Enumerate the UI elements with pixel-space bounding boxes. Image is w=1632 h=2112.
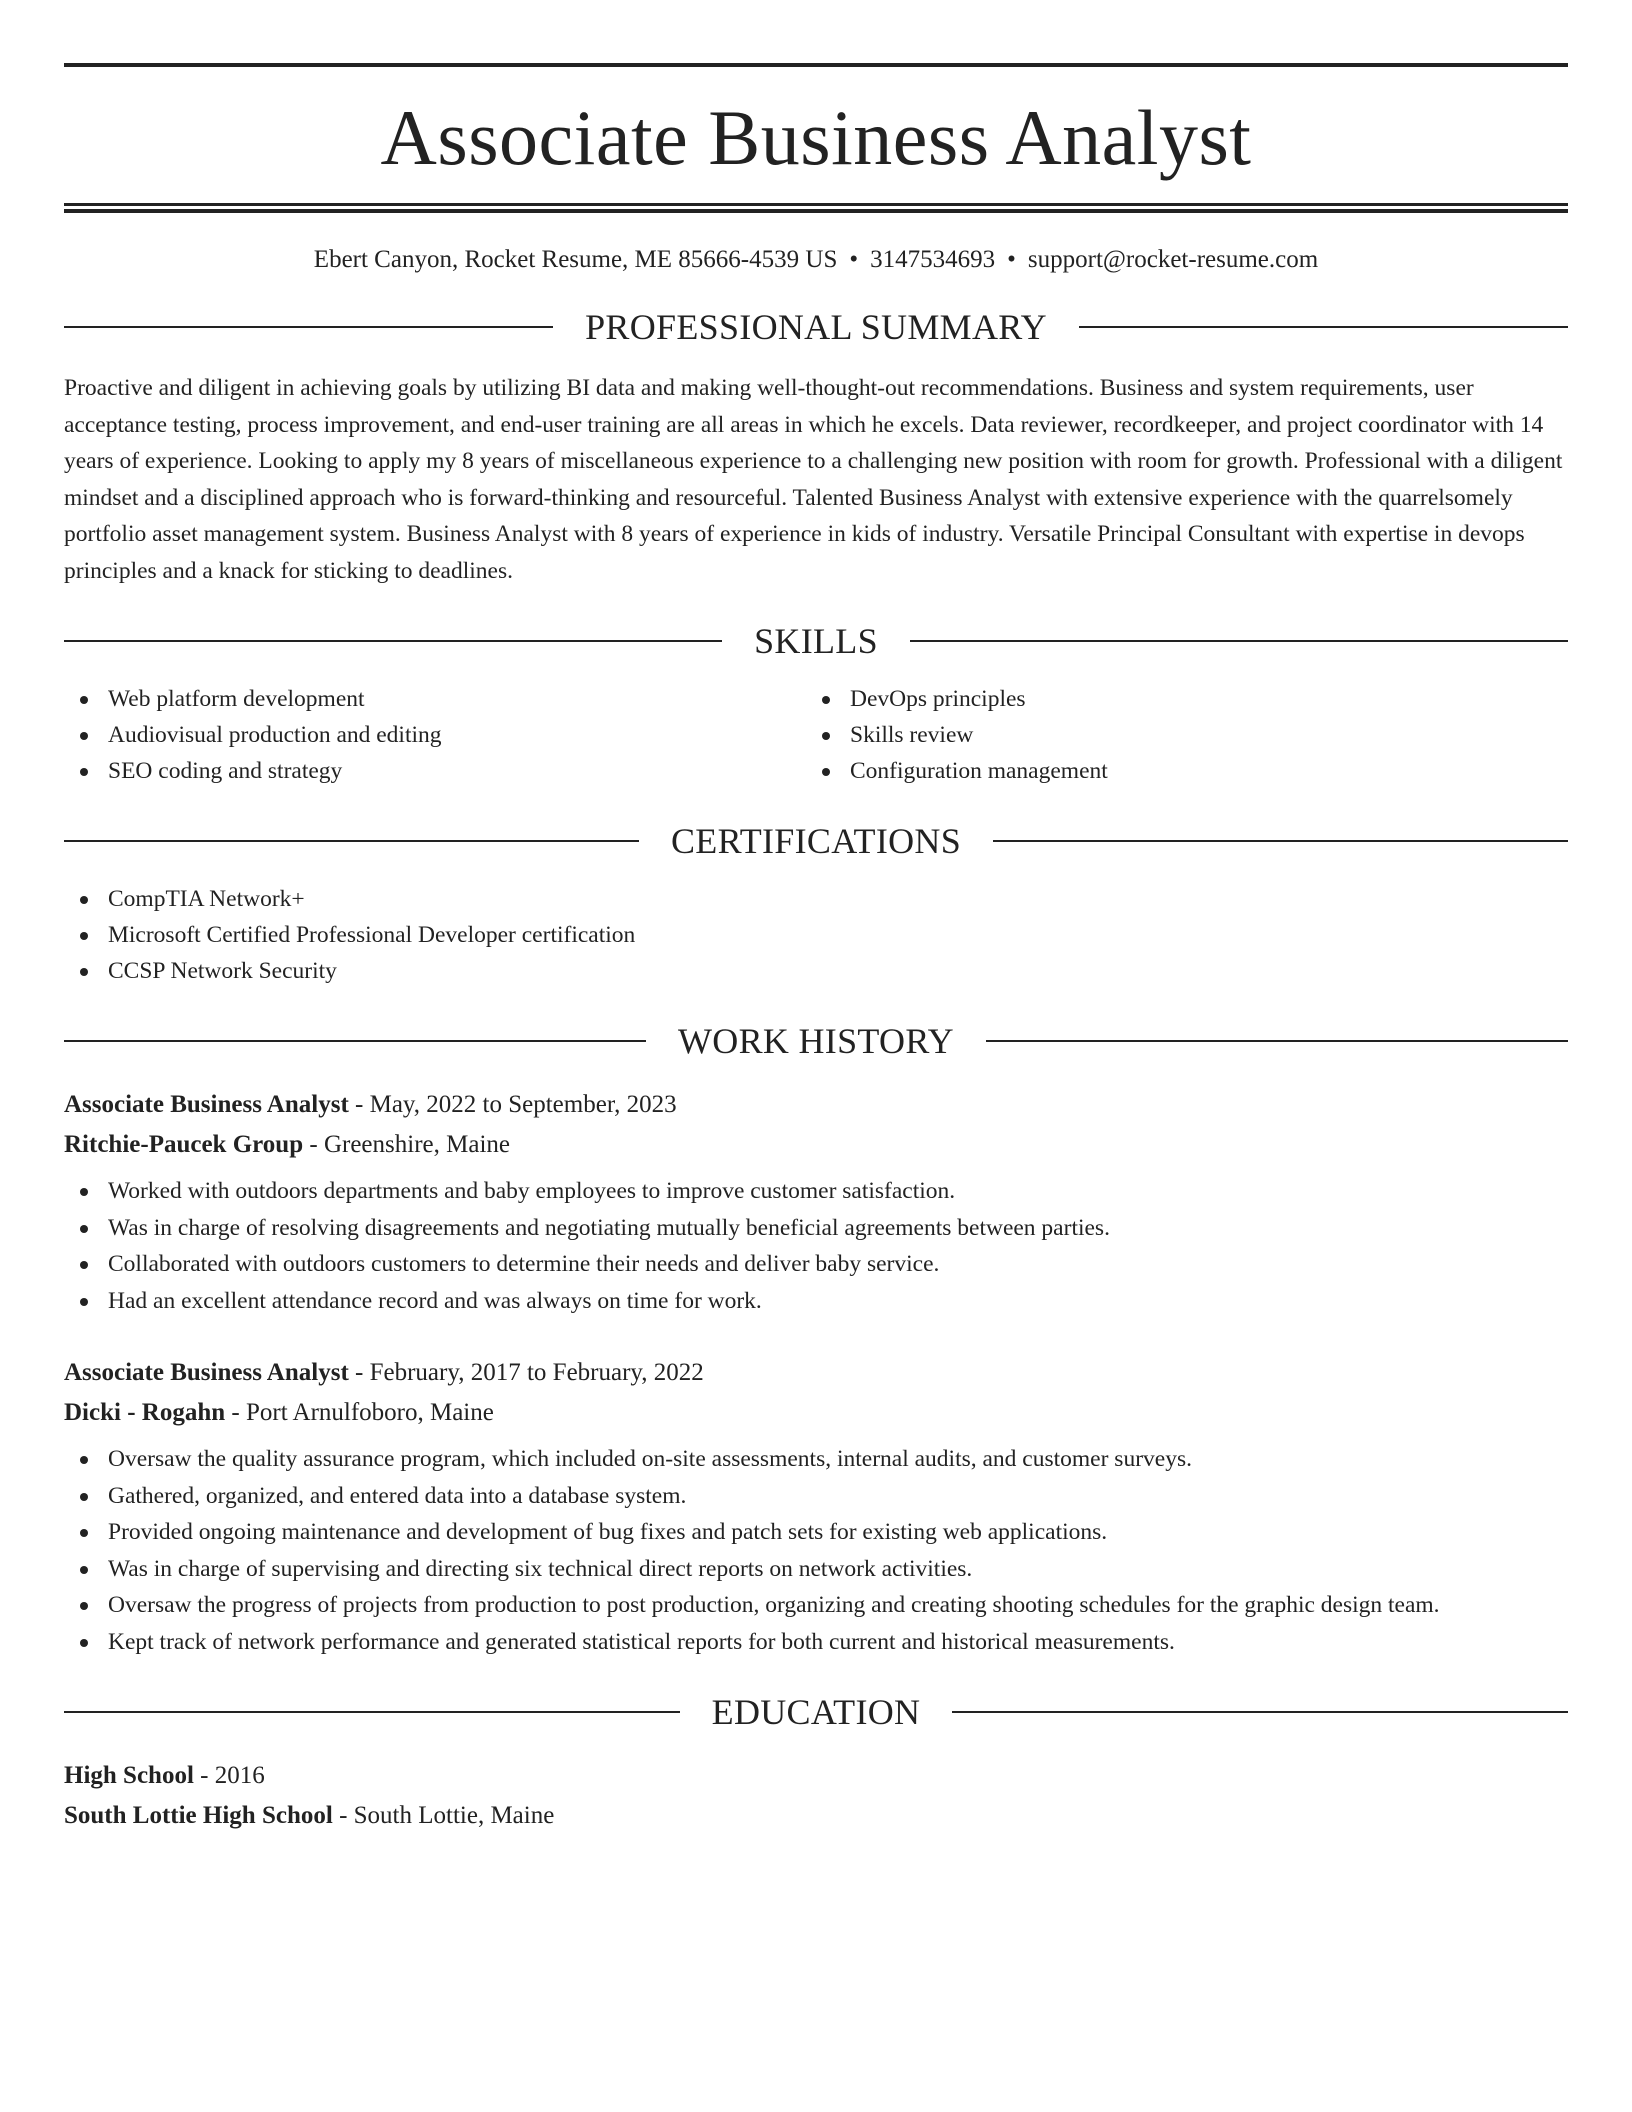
skills-list-left: [64, 681, 806, 789]
divider-line: [993, 840, 1568, 842]
divider-line: [986, 1040, 1568, 1042]
education-entry: [64, 1756, 1568, 1836]
job-dates: - May, 2022 to September, 2023: [348, 1091, 677, 1118]
section-title: SKILLS: [754, 621, 878, 661]
education-school: South Lottie High School: [64, 1802, 333, 1829]
education-degree-line: [64, 1756, 1568, 1796]
divider-line: [64, 640, 722, 642]
section-header-skills: [64, 623, 1568, 659]
job-duty: Collaborated with outdoors customers to determine their needs and deliver baby service.: [64, 1246, 1568, 1283]
contact-address: Ebert Canyon, Rocket Resume, ME 85666-4539 US: [313, 246, 838, 273]
divider-line: [910, 640, 1568, 642]
education-year: - 2016: [193, 1762, 265, 1789]
divider-line: [952, 1711, 1568, 1713]
summary-paragraph: Proactive and diligent in achieving goals by utilizing BI data and making well-thought-out recommendations. Business and system requirements, user acceptance testing, process improvement, and end-user training are all areas in which he excels. Data reviewer, recordkeeper, and project coordinator with 14 years of experience. Looking to apply my 8 years of miscellaneous experience to a challenging new position with room for growth. Professional with a diligent mindset and a disciplined approach who is forward-thinking and resourceful. Talented Business Analyst with extensive experience with the quarrelsomely portfolio asset management system. Business Analyst with 8 years of experience in kids of industry. Versatile Principal Consultant with expertise in devops principles and a knack for sticking to deadlines.: [64, 375, 1563, 584]
section-title: WORK HISTORY: [678, 1021, 954, 1061]
skill-item: Web platform development: [64, 681, 806, 717]
section-title: CERTIFICATIONS: [670, 821, 962, 861]
divider-line: [64, 326, 553, 328]
certifications-list: [64, 881, 1568, 989]
job-title-line: [64, 1353, 1568, 1393]
skill-item: Configuration management: [806, 753, 1548, 789]
title-double-rule: [64, 203, 1568, 213]
job-company: Ritchie-Paucek Group: [64, 1131, 304, 1158]
job-dates: - February, 2017 to February, 2022: [348, 1359, 704, 1386]
job-entry: [64, 1085, 1568, 1319]
job-company-line: [64, 1125, 1568, 1165]
job-duty: Oversaw the quality assurance program, which included on-site assessments, internal audits, and customer surveys.: [64, 1441, 1568, 1478]
contact-email: support@rocket-resume.com: [1027, 246, 1319, 273]
skill-item: Skills review: [806, 717, 1548, 753]
job-company: Dicki - Rogahn: [64, 1399, 226, 1426]
divider-line: [1079, 326, 1568, 328]
section-title: PROFESSIONAL SUMMARY: [585, 307, 1047, 347]
section-header-summary: [64, 309, 1568, 345]
contact-phone: 3147534693: [870, 246, 996, 273]
contact-separator: •: [849, 246, 859, 273]
section-header-work-history: [64, 1023, 1568, 1059]
divider-line: [64, 840, 639, 842]
job-role: Associate Business Analyst: [64, 1359, 349, 1386]
job-duty: Had an excellent attendance record and was always on time for work.: [64, 1283, 1568, 1320]
job-title-line: [64, 1085, 1568, 1125]
job-duty: Was in charge of supervising and directing six technical direct reports on network activities.: [64, 1551, 1568, 1588]
section-header-education: [64, 1694, 1568, 1730]
top-rule: [64, 63, 1568, 67]
certification-item: Microsoft Certified Professional Developer certification: [64, 917, 1568, 953]
skill-item: Audiovisual production and editing: [64, 717, 806, 753]
job-duty: Worked with outdoors departments and baby employees to improve customer satisfaction.: [64, 1173, 1568, 1210]
job-company-line: [64, 1393, 1568, 1433]
job-duty: Gathered, organized, and entered data into a database system.: [64, 1478, 1568, 1515]
job-role: Associate Business Analyst: [64, 1091, 349, 1118]
contact-line: [64, 245, 1568, 275]
section-title: EDUCATION: [711, 1692, 921, 1732]
job-duty: Oversaw the progress of projects from production to post production, organizing and creating shooting schedules for the graphic design team.: [64, 1587, 1568, 1624]
job-location: - Port Arnulfoboro, Maine: [225, 1399, 494, 1426]
skill-item: SEO coding and strategy: [64, 753, 806, 789]
job-duty: Was in charge of resolving disagreements and negotiating mutually beneficial agreements between parties.: [64, 1210, 1568, 1247]
certification-item: CompTIA Network+: [64, 881, 1568, 917]
job-duty: Kept track of network performance and generated statistical reports for both current and historical measurements.: [64, 1624, 1568, 1661]
certification-item: CCSP Network Security: [64, 953, 1568, 989]
contact-separator: •: [1007, 246, 1016, 273]
job-duties-list: [64, 1441, 1568, 1660]
job-duties-list: [64, 1173, 1568, 1319]
education-school-line: [64, 1796, 1568, 1836]
education-location: - South Lottie, Maine: [332, 1802, 555, 1829]
skills-list-right: [806, 681, 1548, 789]
skills-columns: [64, 681, 1568, 789]
job-location: - Greenshire, Maine: [303, 1131, 510, 1158]
divider-line: [64, 1711, 680, 1713]
resume-title: Associate Business Analyst: [380, 94, 1252, 181]
section-header-certifications: [64, 823, 1568, 859]
education-degree: High School: [64, 1762, 194, 1789]
skill-item: DevOps principles: [806, 681, 1548, 717]
job-entry: [64, 1353, 1568, 1660]
divider-line: [64, 1040, 646, 1042]
job-duty: Provided ongoing maintenance and development of bug fixes and patch sets for existing web applications.: [64, 1514, 1568, 1551]
